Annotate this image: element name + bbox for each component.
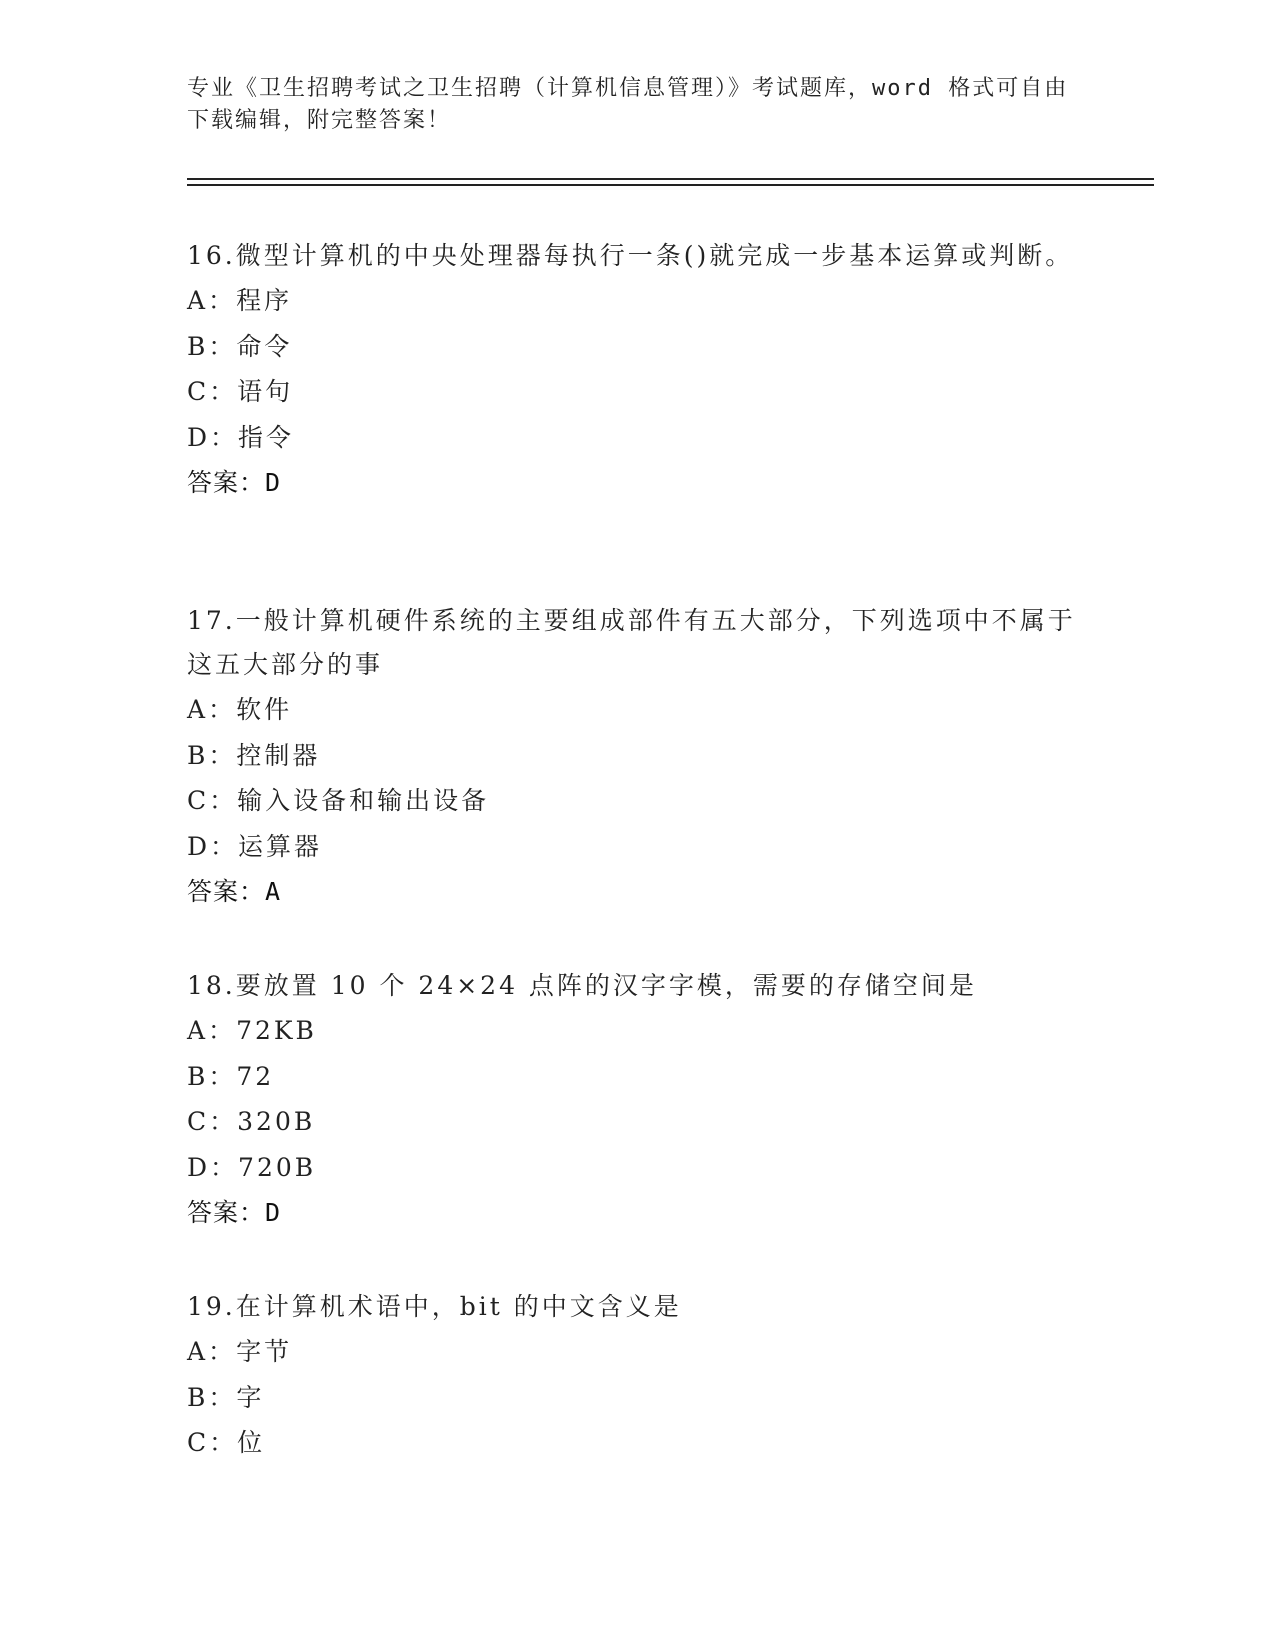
option-text: 命令: [236, 331, 293, 361]
option-d: [187, 824, 1077, 870]
option-key: A：: [187, 286, 237, 315]
question-19: [187, 1285, 1077, 1466]
option-text: 字节: [236, 1337, 293, 1366]
option-key: A：: [187, 1337, 237, 1366]
option-a: [187, 1329, 1077, 1375]
option-key: A：: [187, 1016, 237, 1045]
option-text: 软件: [236, 695, 293, 724]
option-b: [187, 1375, 1077, 1421]
option-key: C：: [187, 1107, 238, 1136]
question-stem: 17.一般计算机硬件系统的主要组成部件有五大部分，下列选项中不属于这五大部分的事: [187, 606, 1076, 679]
option-text: 720B: [238, 1152, 317, 1182]
question-stem: 19.在计算机术语中，bit 的中文含义是: [187, 1292, 682, 1321]
option-text: 运算器: [238, 831, 323, 861]
option-text: 72KB: [236, 1016, 317, 1045]
option-text: 位: [237, 1428, 266, 1457]
option-c: [187, 778, 1077, 824]
question-stem: 16.微型计算机的中央处理器每执行一条()就完成一步基本运算或判断。: [187, 241, 1074, 270]
option-key: B：: [187, 1061, 237, 1091]
document-header-intro: 专业《卫生招聘考试之卫生招聘（计算机信息管理）》考试题库，word 格式可自由下载编辑，附完整答案！: [187, 76, 1069, 133]
answer-line: 答案：D: [187, 1198, 282, 1227]
option-b: [187, 733, 1077, 779]
option-key: B：: [187, 331, 237, 361]
question-17: [187, 599, 1077, 914]
option-key: B：: [187, 740, 237, 770]
option-key: C：: [187, 377, 238, 406]
option-key: D：: [187, 422, 239, 452]
option-text: 72: [236, 1061, 275, 1091]
option-d: [187, 1145, 1077, 1191]
option-key: C：: [187, 1428, 238, 1457]
option-key: D：: [187, 831, 239, 861]
question-18: [187, 964, 1077, 1235]
header-divider-top: [187, 178, 1154, 180]
option-text: 程序: [236, 286, 293, 315]
question-16: [187, 234, 1077, 505]
option-d: [187, 415, 1077, 461]
option-c: [187, 1420, 1077, 1466]
option-c: [187, 369, 1077, 415]
header-divider-bottom: [187, 184, 1154, 186]
option-key: D：: [187, 1152, 239, 1182]
option-text: 控制器: [236, 740, 321, 770]
option-text: 输入设备和输出设备: [237, 786, 490, 815]
option-text: 字: [236, 1382, 265, 1412]
option-b: [187, 1054, 1077, 1100]
option-a: [187, 1008, 1077, 1054]
option-a: [187, 687, 1077, 733]
question-stem: 18.要放置 10 个 24×24 点阵的汉字字模，需要的存储空间是: [187, 971, 977, 1000]
option-c: [187, 1099, 1077, 1145]
option-key: A：: [187, 695, 237, 724]
option-key: C：: [187, 786, 238, 815]
option-text: 语句: [237, 377, 294, 406]
option-text: 指令: [238, 422, 295, 452]
option-a: [187, 278, 1077, 324]
option-b: [187, 324, 1077, 370]
answer-line: 答案：D: [187, 468, 282, 497]
option-key: B：: [187, 1382, 237, 1412]
option-text: 320B: [237, 1107, 316, 1136]
answer-line: 答案：A: [187, 877, 282, 906]
